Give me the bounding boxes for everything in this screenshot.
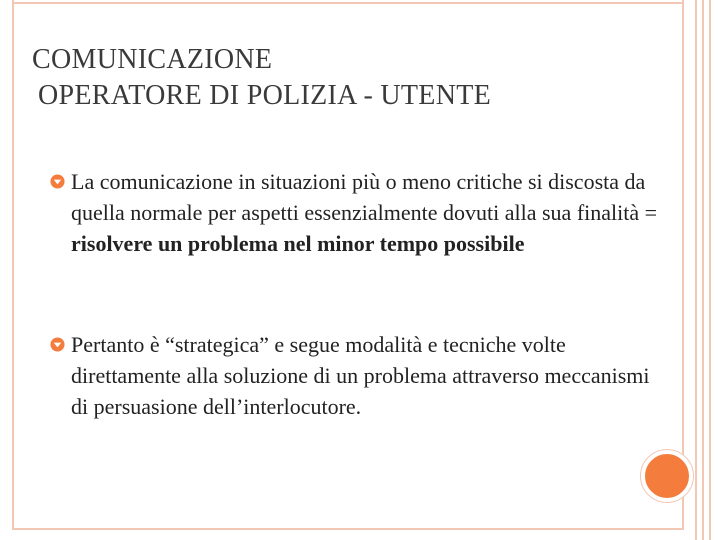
slide-frame-top bbox=[12, 2, 684, 4]
slide-title-line1: COMUNICAZIONE bbox=[32, 44, 273, 75]
bullet-emphasis: risolvere un problema nel minor tempo possibile bbox=[71, 231, 525, 256]
bullet-body: La comunicazione in situazioni più o meno critiche si discosta da quella normale per aspetti essenzialmente dovuti alla sua finalità = bbox=[71, 169, 658, 225]
decorative-rail bbox=[709, 0, 711, 540]
decorative-rail bbox=[695, 0, 697, 540]
slide-title-line2: OPERATORE DI POLIZIA - UTENTE bbox=[38, 80, 492, 111]
circle-down-arrow-icon bbox=[50, 337, 65, 352]
bullet-text bbox=[50, 329, 670, 422]
bullet-item bbox=[50, 166, 670, 259]
bullet-item bbox=[50, 329, 670, 422]
decorative-orange-circle bbox=[641, 450, 693, 502]
bullet-body: Pertanto è “strategica” e segue modalità e tecniche volte direttamente alla soluzione di un problema attraverso meccanismi di persuasione dell’interlocutore. bbox=[71, 332, 650, 419]
bullet-text bbox=[50, 166, 670, 259]
slide-title bbox=[32, 42, 652, 114]
circle-down-arrow-icon bbox=[50, 174, 65, 189]
decorative-rail bbox=[702, 0, 704, 540]
